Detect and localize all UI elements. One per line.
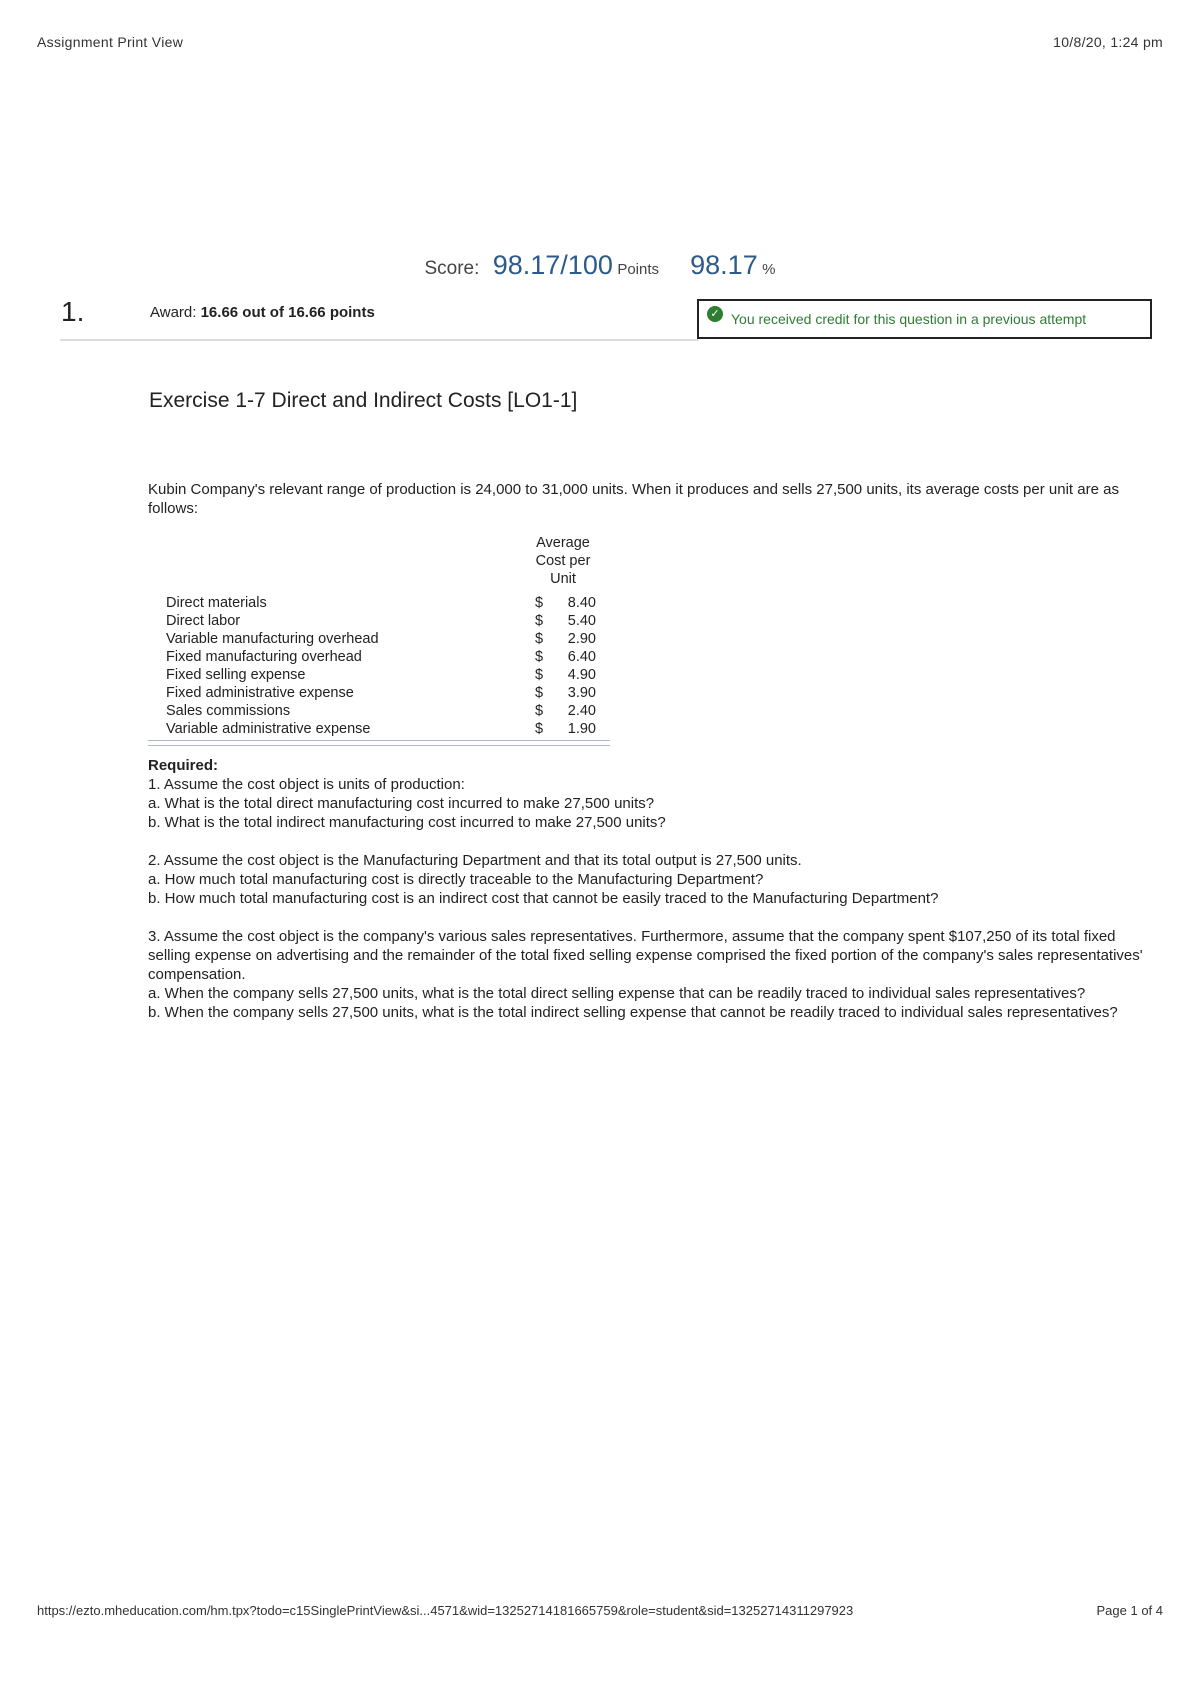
table-row	[148, 720, 610, 738]
row-currency: $	[535, 595, 544, 611]
row-currency: $	[535, 721, 544, 737]
required-1: 1. Assume the cost object is units of production:	[148, 776, 465, 793]
table-row	[148, 648, 610, 666]
print-header-datetime: 10/8/20, 1:24 pm	[1053, 34, 1163, 50]
row-value: 6.40	[567, 649, 596, 665]
required-2a: a. How much total manufacturing cost is directly traceable to the Manufacturing Department?	[148, 871, 764, 888]
row-label: Fixed selling expense	[166, 667, 306, 683]
required-3b: b. When the company sells 27,500 units, what is the total indirect selling expense that cannot be readily traced to individual sales representatives?	[148, 1004, 1118, 1021]
score-percent-value: 98.17	[690, 250, 758, 280]
table-bottom-rule	[148, 740, 610, 746]
table-row	[148, 702, 610, 720]
row-currency: $	[535, 685, 544, 701]
credit-message: You received credit for this question in a previous attempt	[731, 311, 1087, 327]
required-section	[148, 756, 1158, 1022]
table-row	[148, 612, 610, 630]
row-currency: $	[535, 703, 544, 719]
table-row	[148, 594, 610, 612]
row-value: 5.40	[567, 613, 596, 629]
table-row	[148, 630, 610, 648]
exercise-title: Exercise 1-7 Direct and Indirect Costs [LO1-1]	[149, 389, 578, 412]
score-label: Score:	[424, 258, 480, 279]
row-value: 4.90	[567, 667, 596, 683]
required-2b: b. How much total manufacturing cost is an indirect cost that cannot be easily traced to the Manufacturing Department?	[148, 890, 939, 907]
row-label: Fixed administrative expense	[166, 685, 354, 701]
row-currency: $	[535, 649, 544, 665]
award-prefix: Award:	[150, 304, 197, 321]
required-3: 3. Assume the cost object is the company's various sales representatives. Furthermore, assume that the company spent $107,250 of its total fixed selling expense on advertising and the remainder of the total fixed selling expense comprised the fixed portion of the company's sales representatives' compensation.	[148, 928, 1143, 983]
row-label: Sales commissions	[166, 703, 291, 719]
required-heading: Required:	[148, 757, 219, 774]
score-summary	[0, 250, 1200, 281]
required-3a: a. When the company sells 27,500 units, what is the total direct selling expense that can be readily traced to individual sales representatives?	[148, 985, 1086, 1002]
table-row	[148, 666, 610, 684]
cost-table-header	[148, 534, 610, 594]
row-label: Fixed manufacturing overhead	[166, 649, 362, 665]
print-footer-url: https://ezto.mheducation.com/hm.tpx?todo=c15SinglePrintView&si...4571&wid=13252714181665759&role=student&sid=13252714311297923	[37, 1603, 854, 1618]
cost-header-line1: Average	[536, 535, 590, 551]
required-1b: b. What is the total indirect manufacturing cost incurred to make 27,500 units?	[148, 814, 666, 831]
cost-header-line2: Cost per	[535, 553, 591, 569]
row-label: Variable administrative expense	[166, 721, 371, 737]
row-value: 2.90	[567, 631, 596, 647]
required-2: 2. Assume the cost object is the Manufacturing Department and that its total output is 27,500 units.	[148, 852, 802, 869]
question-number: 1.	[61, 296, 85, 327]
required-1a: a. What is the total direct manufacturing cost incurred to make 27,500 units?	[148, 795, 655, 812]
row-label: Direct materials	[166, 595, 267, 611]
print-footer-page: Page 1 of 4	[1096, 1603, 1163, 1618]
row-value: 1.90	[567, 721, 596, 737]
row-label: Variable manufacturing overhead	[166, 631, 379, 647]
row-currency: $	[535, 613, 544, 629]
row-value: 2.40	[567, 703, 596, 719]
question-divider	[60, 339, 698, 341]
cost-table	[148, 534, 610, 746]
score-percent-label: %	[762, 261, 776, 278]
row-label: Direct labor	[166, 613, 241, 629]
score-points-value: 98.17/100	[492, 250, 613, 280]
credit-notice	[697, 299, 1152, 339]
row-currency: $	[535, 631, 544, 647]
print-header-title: Assignment Print View	[37, 34, 184, 50]
row-currency: $	[535, 667, 544, 683]
row-value: 8.40	[567, 595, 596, 611]
check-circle-icon: ✓	[707, 306, 723, 322]
score-points-label: Points	[617, 261, 660, 278]
exercise-intro: Kubin Company's relevant range of production is 24,000 to 31,000 units. When it produces and sells 27,500 units, its average costs per unit are as follows:	[148, 481, 1119, 517]
row-value: 3.90	[567, 685, 596, 701]
award-value: 16.66 out of 16.66 points	[200, 304, 375, 321]
award-line	[150, 304, 375, 321]
table-row	[148, 684, 610, 702]
cost-header-line3: Unit	[550, 571, 576, 587]
